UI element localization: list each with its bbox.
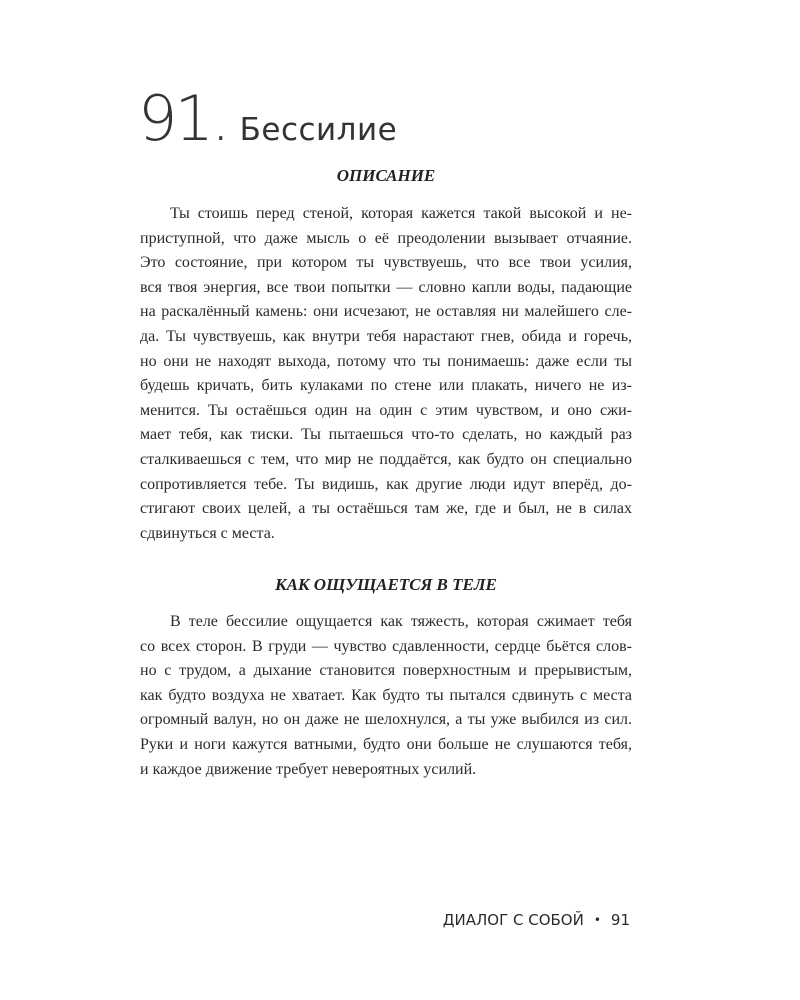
- text-line: на раскалённый камень: они исчезают, не оставляя ни малейшего сле-: [140, 303, 632, 321]
- text-line: и каждое движение требует невероятных усилий.: [140, 760, 477, 778]
- running-footer: [443, 911, 630, 929]
- text-line: Руки и ноги кажутся ватными, будто они больше не слушаются тебя,: [140, 735, 632, 753]
- text-line: сталкиваешься с тем, что мир не поддаётся, как будто он специально: [140, 450, 632, 468]
- text-line: мает тебя, как тиски. Ты пытаешься что-то сделать, но каждый раз: [140, 426, 632, 444]
- text-line: вся твоя энергия, все твои попытки — словно капли воды, падающие: [140, 278, 632, 296]
- chapter-title: Бессилие: [239, 112, 398, 148]
- text-line: сдвинуться с места.: [140, 524, 275, 542]
- text-line: но с трудом, а дыхание становится поверхностным и прерывистым,: [140, 662, 632, 680]
- chapter-heading: [138, 82, 398, 155]
- text-line: будешь кричать, бить кулаками по стене или плакать, ничего не из-: [140, 377, 632, 395]
- text-line: Это состояние, при котором ты чувствуешь, что все твои усилия,: [140, 254, 632, 272]
- bullet-separator-icon: •: [593, 913, 601, 927]
- body-feeling-paragraph: [140, 610, 632, 782]
- page-number: 91: [610, 911, 630, 929]
- text-line: приступной, что даже мысль о её преодолении вызывает отчаяние.: [140, 229, 632, 247]
- section-heading-body-feeling: КАК ОЩУЩАЕТСЯ В ТЕЛЕ: [275, 575, 497, 594]
- text-line: стигают своих целей, а ты остаёшься там же, где и был, не в силах: [140, 500, 632, 518]
- text-line: как будто воздуха не хватает. Как будто ты пытался сдвинуть с места: [140, 686, 632, 704]
- text-line: Ты стоишь перед стеной, которая кажется такой высокой и не-: [170, 205, 632, 222]
- description-paragraph: [140, 202, 632, 546]
- section-heading-description: ОПИСАНИЕ: [336, 166, 436, 185]
- chapter-number: 91.: [138, 82, 228, 155]
- text-line: В теле бессилие ощущается как тяжесть, которая сжимает тебя: [170, 613, 632, 630]
- book-title: ДИАЛОГ С СОБОЙ: [442, 911, 584, 929]
- text-line: да. Ты чувствуешь, как внутри тебя нарастают гнев, обида и горечь,: [140, 327, 632, 345]
- text-line: менится. Ты остаёшься один на один с этим чувством, и оно сжи-: [140, 401, 632, 419]
- text-line: со всех сторон. В груди — чувство сдавленности, сердце бьётся слов-: [140, 637, 632, 655]
- text-line: огромный валун, но он даже не шелохнулся, а ты уже выбился из сил.: [140, 711, 632, 729]
- text-line: сопротивляется тебе. Ты видишь, как другие люди идут вперёд, до-: [140, 475, 632, 493]
- text-line: но они не находят выхода, потому что ты понимаешь: даже если ты: [140, 352, 632, 370]
